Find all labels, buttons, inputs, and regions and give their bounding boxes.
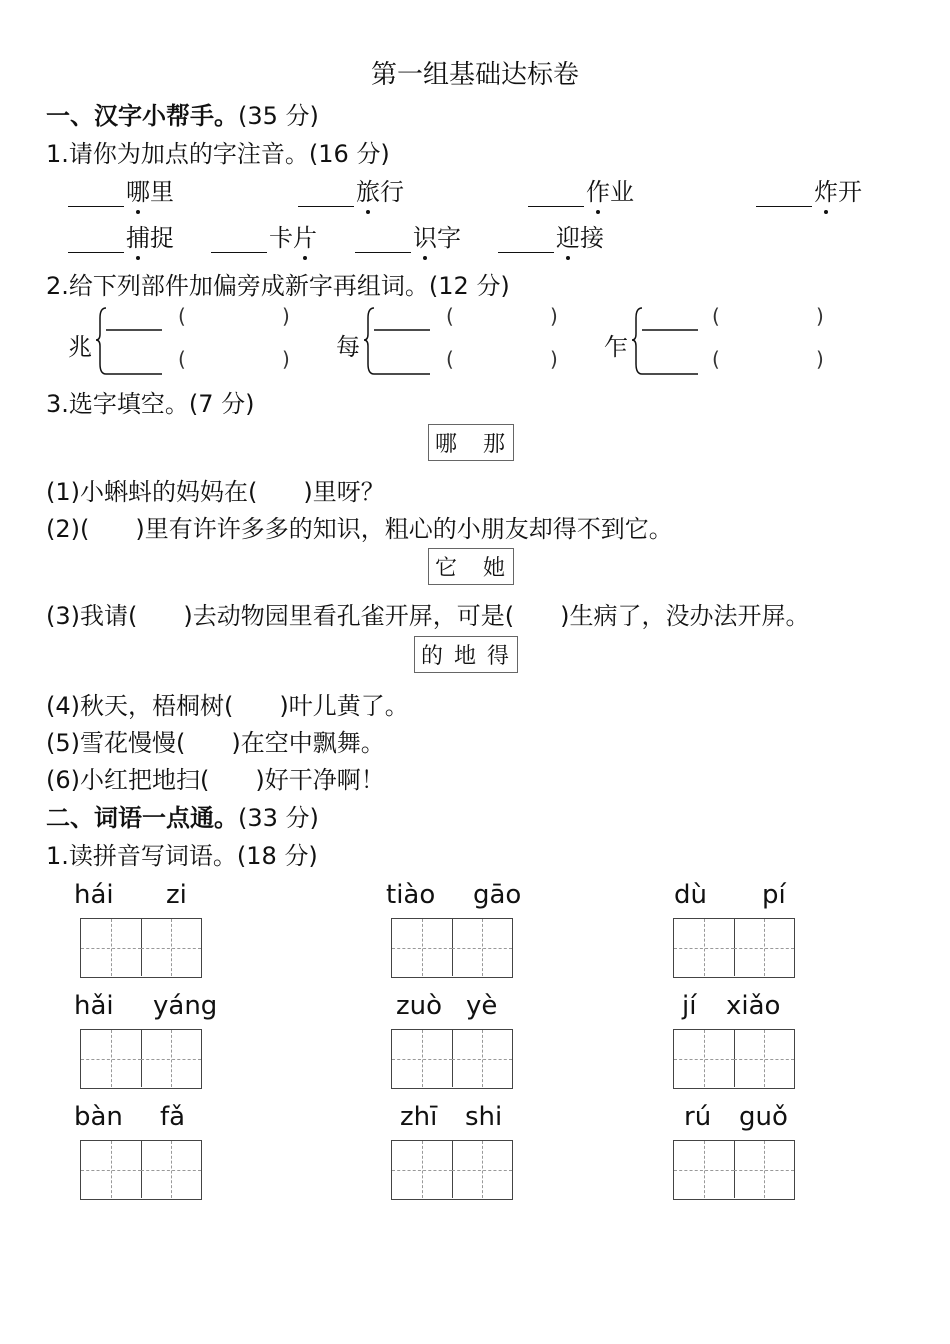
component-char: 乍 xyxy=(604,333,628,361)
section2-heading-text: 二、词语一点通。 xyxy=(46,804,238,832)
section2-heading xyxy=(46,798,319,833)
section2-points: (33 分) xyxy=(238,804,319,832)
pinyin-syllable: pí xyxy=(762,880,786,910)
q2-label-text: 2.给下列部件加偏旁成新字再组词。 xyxy=(46,272,429,300)
writing-grid[interactable] xyxy=(80,918,202,978)
fill-sentence xyxy=(46,509,673,544)
pinyin-item xyxy=(68,172,174,207)
word-choice-box: 的 地 得 xyxy=(414,636,518,673)
sentence-text: )叶儿黄了。 xyxy=(279,692,409,720)
pinyin-syllable: tiào xyxy=(386,880,436,910)
answer-blank[interactable] xyxy=(298,182,354,207)
sentence-text: )去动物园里看孔雀开屏，可是( xyxy=(183,602,515,630)
word-choice-box: 哪 那 xyxy=(428,424,514,461)
char: 开 xyxy=(838,178,862,206)
q1-label-text: 1.请你为加点的字注音。 xyxy=(46,140,309,168)
q1-label xyxy=(46,134,390,169)
pinyin-syllable: hái xyxy=(74,880,114,910)
paren-close: ) xyxy=(550,347,558,371)
brace-lines xyxy=(96,304,166,376)
q3-label xyxy=(46,384,255,419)
paren-close: ) xyxy=(816,347,824,371)
pinyin-syllable: yè xyxy=(466,991,498,1021)
dotted-char: 炸 xyxy=(814,172,838,207)
paren-open: ( xyxy=(446,304,454,328)
paren-close: ) xyxy=(282,304,290,328)
char: 捉 xyxy=(150,224,174,252)
q2-points: (12 分) xyxy=(428,272,510,300)
paren-open: ( xyxy=(712,347,720,371)
pinyin-syllable: zhī xyxy=(400,1102,438,1132)
pinyin-syllable: rú xyxy=(684,1102,712,1132)
sentence-text: )里呀？ xyxy=(303,478,385,506)
pinyin-syllable: gāo xyxy=(473,880,522,910)
fill-sentence xyxy=(46,596,809,631)
sentence-text: )在空中飘舞。 xyxy=(231,729,385,757)
sentence-text: (4)秋天，梧桐树( xyxy=(46,692,234,720)
page-title: 第一组基础达标卷 xyxy=(370,60,579,90)
pinyin-syllable: fǎ xyxy=(160,1102,186,1132)
pinyin-syllable: guǒ xyxy=(739,1102,788,1132)
dotted-char: 片 xyxy=(293,218,317,253)
q1-points: (16 分) xyxy=(308,140,390,168)
sentence-text: (2)( xyxy=(46,515,90,543)
answer-blank[interactable] xyxy=(211,228,267,253)
paren-open: ( xyxy=(712,304,720,328)
sentence-text: (5)雪花慢慢( xyxy=(46,729,186,757)
pinyin-syllable: dù xyxy=(674,880,707,910)
fill-sentence xyxy=(46,686,409,721)
answer-blank[interactable] xyxy=(756,182,812,207)
answer-blank[interactable] xyxy=(498,228,554,253)
sentence-text: )里有许许多多的知识，粗心的小朋友却得不到它。 xyxy=(135,515,673,543)
fill-sentence xyxy=(46,723,385,758)
pinyin-syllable: hǎi xyxy=(74,991,114,1021)
char: 业 xyxy=(610,178,634,206)
dotted-char: 哪 xyxy=(126,172,150,207)
writing-grid[interactable] xyxy=(391,1140,513,1200)
sentence-text: (3)我请( xyxy=(46,602,138,630)
paren-close: ) xyxy=(816,304,824,328)
char: 卡 xyxy=(269,224,293,252)
writing-grid[interactable] xyxy=(673,1140,795,1200)
char: 行 xyxy=(380,178,404,206)
answer-blank[interactable] xyxy=(355,228,411,253)
pinyin-syllable: xiǎo xyxy=(726,991,781,1021)
paren-open: ( xyxy=(446,347,454,371)
s2-q1-label xyxy=(46,836,318,871)
writing-grid[interactable] xyxy=(391,1029,513,1089)
paren-open: ( xyxy=(178,347,186,371)
pinyin-syllable: jí xyxy=(682,991,697,1021)
char: 接 xyxy=(580,224,604,252)
paren-open: ( xyxy=(178,304,186,328)
paren-close: ) xyxy=(282,347,290,371)
answer-blank[interactable] xyxy=(68,228,124,253)
writing-grid[interactable] xyxy=(673,1029,795,1089)
fill-sentence xyxy=(46,472,385,507)
sentence-text: )好干净啊！ xyxy=(255,766,385,794)
pinyin-syllable: shi xyxy=(465,1102,503,1132)
brace-lines xyxy=(632,304,702,376)
q2-label xyxy=(46,266,510,301)
char: 字 xyxy=(437,224,461,252)
dotted-char: 作 xyxy=(586,172,610,207)
brace-lines xyxy=(364,304,434,376)
fill-sentence xyxy=(46,760,385,795)
section1-heading-text: 一、汉字小帮手。 xyxy=(46,102,238,130)
answer-blank[interactable] xyxy=(528,182,584,207)
writing-grid[interactable] xyxy=(673,918,795,978)
dotted-char: 旅 xyxy=(356,172,380,207)
q3-label-text: 3.选字填空。 xyxy=(46,390,189,418)
word-choice-box: 它 她 xyxy=(428,548,514,585)
sentence-text: )生病了，没办法开屏。 xyxy=(560,602,810,630)
pinyin-item xyxy=(498,218,604,253)
pinyin-item xyxy=(355,218,461,253)
dotted-char: 识 xyxy=(413,218,437,253)
section1-points: (35 分) xyxy=(238,102,319,130)
component-char: 兆 xyxy=(68,333,92,361)
pinyin-syllable: zuò xyxy=(396,991,443,1021)
s2-q1-label-text: 1.读拼音写词语。 xyxy=(46,842,237,870)
pinyin-item xyxy=(68,218,174,253)
pinyin-item xyxy=(756,172,862,207)
writing-grid[interactable] xyxy=(80,1029,202,1089)
component-char: 每 xyxy=(336,333,360,361)
pinyin-syllable: bàn xyxy=(74,1102,123,1132)
writing-grid[interactable] xyxy=(391,918,513,978)
s2-q1-points: (18 分) xyxy=(236,842,318,870)
pinyin-item xyxy=(528,172,634,207)
writing-grid[interactable] xyxy=(80,1140,202,1200)
char: 里 xyxy=(150,178,174,206)
dotted-char: 捕 xyxy=(126,218,150,253)
sentence-text: (6)小红把地扫( xyxy=(46,766,210,794)
sentence-text: (1)小蝌蚪的妈妈在( xyxy=(46,478,258,506)
pinyin-item xyxy=(211,218,317,253)
section1-heading xyxy=(46,96,319,131)
pinyin-syllable: yáng xyxy=(153,991,218,1021)
pinyin-syllable: zi xyxy=(166,880,187,910)
paren-close: ) xyxy=(550,304,558,328)
pinyin-item xyxy=(298,172,404,207)
dotted-char: 迎 xyxy=(556,218,580,253)
q3-points: (7 分) xyxy=(188,390,255,418)
answer-blank[interactable] xyxy=(68,182,124,207)
